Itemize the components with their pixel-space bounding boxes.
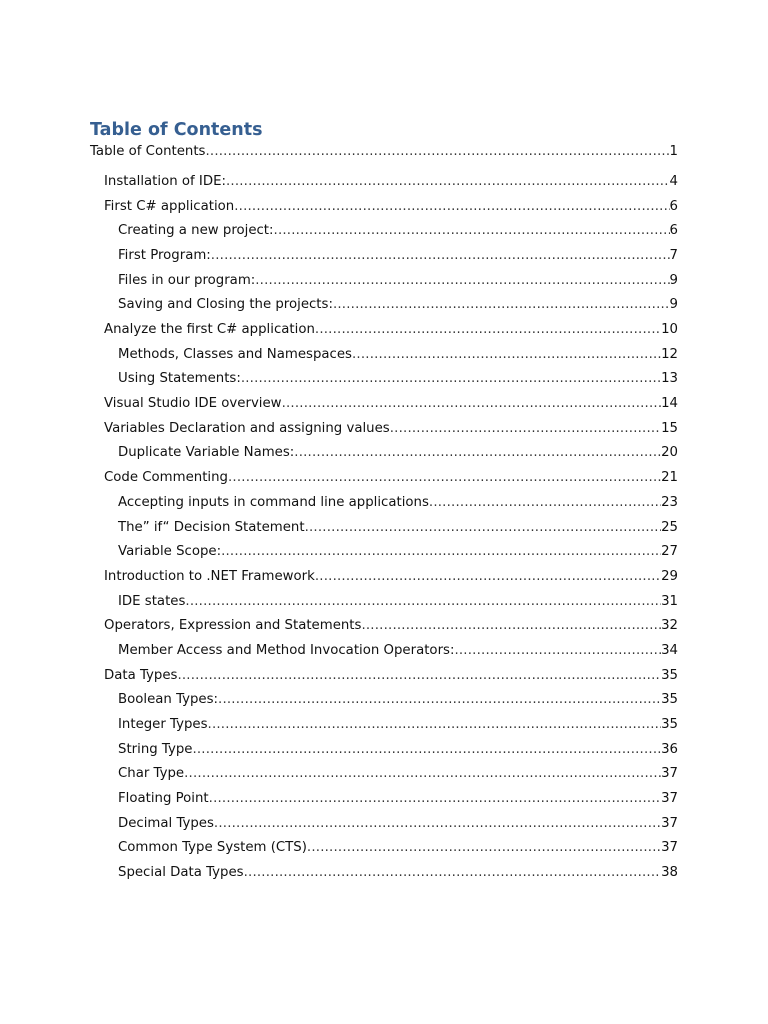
- toc-entry-page-number: 36: [661, 741, 678, 757]
- toc-entry[interactable]: [118, 271, 678, 291]
- toc-entry-page-number: 25: [661, 519, 678, 535]
- toc-entry-page-number: 6: [669, 223, 678, 239]
- toc-entry-title: Visual Studio IDE overview: [104, 396, 282, 412]
- toc-entry[interactable]: [104, 616, 678, 636]
- toc-entry-title: The” if“ Decision Statement: [118, 519, 305, 535]
- toc-dot-leader: [234, 197, 669, 217]
- toc-entry-title: Char Type: [118, 766, 185, 782]
- toc-entry[interactable]: [90, 142, 678, 162]
- toc-entry-page-number: 32: [661, 618, 678, 634]
- toc-entry-page-number: 4: [669, 174, 678, 189]
- toc-heading: Table of Contents: [90, 120, 263, 140]
- toc-dot-leader: [184, 764, 661, 784]
- toc-entry[interactable]: [118, 838, 678, 858]
- toc-dot-leader: [228, 468, 661, 488]
- toc-entry[interactable]: [118, 814, 678, 834]
- toc-entry[interactable]: [118, 542, 678, 562]
- toc-entry[interactable]: [118, 493, 678, 513]
- toc-dot-leader: [218, 690, 661, 710]
- toc-entry-page-number: 21: [661, 470, 678, 486]
- toc-entry-page-number: 7: [669, 248, 678, 264]
- toc-entry-page-number: 31: [661, 593, 678, 609]
- toc-entry[interactable]: [104, 320, 678, 340]
- toc-dot-leader: [390, 419, 661, 439]
- toc-entry[interactable]: [118, 295, 678, 315]
- toc-entry[interactable]: [118, 518, 678, 538]
- toc-dot-leader: [244, 863, 661, 883]
- toc-entry-page-number: 37: [661, 840, 678, 856]
- toc-entry[interactable]: [104, 468, 678, 488]
- toc-dot-leader: [185, 592, 661, 612]
- toc-entry-title: Common Type System (CTS): [118, 840, 307, 856]
- toc-entry[interactable]: [104, 172, 678, 192]
- toc-entry[interactable]: [104, 666, 678, 686]
- toc-entry-title: Duplicate Variable Names:: [118, 445, 295, 461]
- toc-entry[interactable]: [118, 246, 678, 266]
- toc-entry-page-number: 13: [661, 371, 678, 387]
- toc-entry-page-number: 1: [669, 144, 678, 159]
- toc-entry-title: Boolean Types:: [118, 692, 219, 708]
- toc-dot-leader: [305, 518, 662, 538]
- toc-entry[interactable]: [118, 690, 678, 710]
- toc-entry-page-number: 20: [661, 445, 678, 461]
- toc-entry[interactable]: [104, 394, 678, 414]
- toc-dot-leader: [208, 715, 662, 735]
- toc-entry-page-number: 38: [661, 865, 678, 881]
- toc-entry-page-number: 34: [661, 642, 678, 658]
- toc-entry-title: String Type: [118, 741, 193, 757]
- toc-entry[interactable]: [118, 715, 678, 735]
- toc-dot-leader: [454, 641, 661, 661]
- toc-entry-page-number: 27: [661, 544, 678, 560]
- toc-entry-page-number: 10: [661, 322, 678, 338]
- toc-entry-title: Member Access and Method Invocation Operators:: [118, 642, 455, 658]
- toc-entry-page-number: 35: [661, 692, 678, 708]
- toc-dot-leader: [226, 172, 670, 192]
- toc-entry-title: Using Statements:: [118, 371, 241, 387]
- toc-entry-title: Floating Point: [118, 791, 209, 806]
- toc-entry[interactable]: [118, 221, 678, 241]
- toc-entry-page-number: 35: [661, 667, 678, 683]
- toc-dot-leader: [361, 616, 661, 636]
- toc-entry-title: Table of Contents: [90, 144, 206, 159]
- toc-entry-title: First Program:: [118, 248, 211, 264]
- toc-dot-leader: [315, 567, 661, 587]
- toc-entry[interactable]: [118, 369, 678, 389]
- toc-dot-leader: [205, 142, 669, 162]
- toc-entry-page-number: 37: [661, 791, 678, 806]
- toc-entry-title: Code Commenting: [104, 470, 228, 486]
- toc-entry-page-number: 15: [661, 420, 678, 436]
- toc-entry[interactable]: [118, 345, 678, 365]
- toc-dot-leader: [214, 814, 661, 834]
- toc-dot-leader: [307, 838, 661, 858]
- toc-dot-leader: [315, 320, 661, 340]
- toc-dot-leader: [255, 271, 669, 291]
- toc-entry[interactable]: [118, 443, 678, 463]
- toc-entry[interactable]: [118, 789, 678, 809]
- toc-entry-title: Introduction to .NET Framework: [104, 568, 315, 584]
- toc-entry-title: Decimal Types: [118, 815, 214, 831]
- toc-dot-leader: [274, 221, 670, 241]
- toc-entry-title: Variables Declaration and assigning values: [104, 420, 390, 436]
- toc-entry[interactable]: [118, 641, 678, 661]
- toc-entry[interactable]: [104, 197, 678, 217]
- toc-entry-title: Data Types: [104, 667, 178, 683]
- toc-entry-title: Operators, Expression and Statements: [104, 618, 362, 634]
- toc-dot-leader: [352, 345, 661, 365]
- toc-entry-page-number: 12: [661, 346, 678, 362]
- toc-entry-title: Special Data Types: [118, 865, 244, 881]
- toc-entry-title: Variable Scope:: [118, 544, 222, 560]
- toc-entry-title: Files in our program:: [118, 272, 256, 288]
- toc-entry-page-number: 9: [669, 297, 678, 313]
- toc-dot-leader: [177, 666, 661, 686]
- toc-entry-title: Saving and Closing the projects:: [118, 297, 333, 313]
- toc-entry-page-number: 37: [661, 815, 678, 831]
- toc-entry[interactable]: [118, 740, 678, 760]
- toc-entry-title: Analyze the first C# application: [104, 322, 315, 338]
- toc-entry-title: Methods, Classes and Namespaces: [118, 346, 352, 362]
- toc-entry-title: Creating a new project:: [118, 223, 274, 239]
- toc-entry-title: Integer Types: [118, 716, 208, 732]
- toc-dot-leader: [241, 369, 661, 389]
- toc-entry-title: First C# application: [104, 198, 235, 214]
- toc-dot-leader: [192, 740, 661, 760]
- toc-entry[interactable]: [118, 764, 678, 784]
- toc-entry-page-number: 14: [661, 396, 678, 412]
- toc-entry-page-number: 23: [661, 494, 678, 510]
- toc-entry-title: Accepting inputs in command line applications: [118, 494, 429, 510]
- toc-entry-title: Installation of IDE:: [104, 174, 226, 189]
- toc-dot-leader: [209, 789, 661, 809]
- toc-entry-title: IDE states: [118, 593, 186, 609]
- toc-entry-page-number: 29: [661, 568, 678, 584]
- toc-entry-page-number: 35: [661, 716, 678, 732]
- toc-dot-leader: [333, 295, 670, 315]
- toc-entry-page-number: 37: [661, 766, 678, 782]
- toc-entry-page-number: 6: [669, 198, 678, 214]
- toc-entry-page-number: 9: [669, 272, 678, 288]
- toc-dot-leader: [221, 542, 661, 562]
- toc-entry[interactable]: [104, 419, 678, 439]
- toc-dot-leader: [282, 394, 662, 414]
- toc-dot-leader: [211, 246, 670, 266]
- toc-dot-leader: [294, 443, 661, 463]
- toc-dot-leader: [429, 493, 661, 513]
- toc-entry[interactable]: [118, 863, 678, 883]
- toc-entry[interactable]: [118, 592, 678, 612]
- toc-entry[interactable]: [104, 567, 678, 587]
